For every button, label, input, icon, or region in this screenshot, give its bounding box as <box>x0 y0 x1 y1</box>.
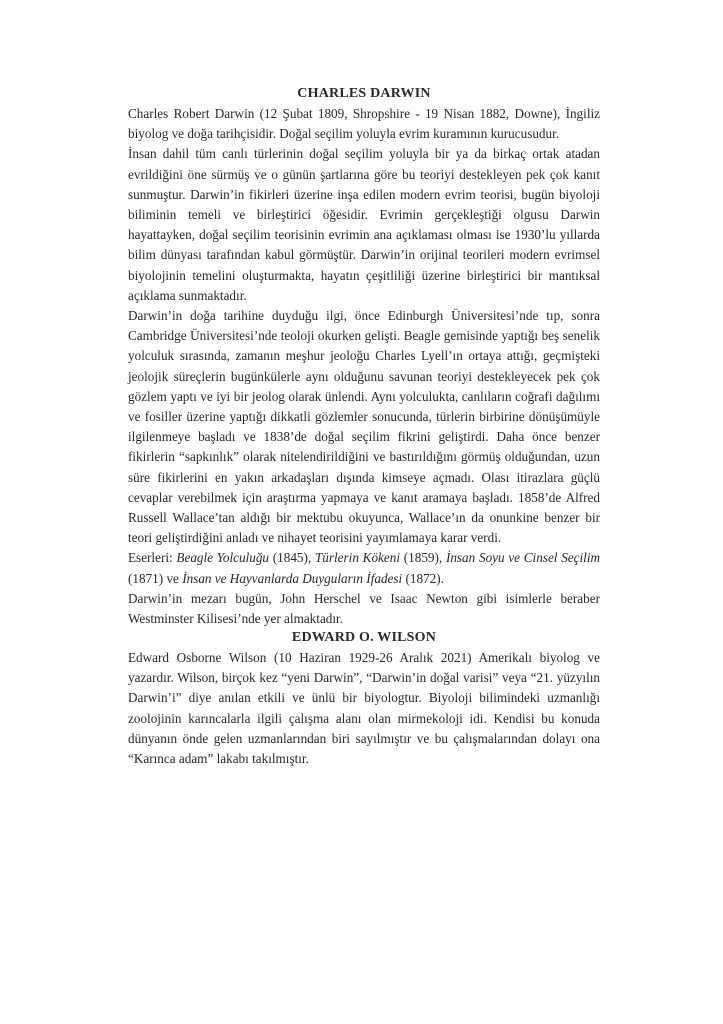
work-year-1872: (1872). <box>402 570 444 586</box>
darwin-paragraph-theory: İnsan dahil tüm canlı türlerinin doğal seçilim yoluyla bir ya da birkaç ortak atadan evrildiğini öne sürmüş ve o günün şartlarına göre bu teoriyi destekleyen pek çok kanıt sunmuştur. Darwin’in fikirleri üzerine inşa edilen modern evrim teorisi, bugün biyoloji biliminin temeli ve birleştirici öğesidir. Evrimin gerçekleştiği olgusu Darwin hayattayken, doğal seçilim teorisinin evrimin ana açıklaması olması ise 1930’lu yıllarda bilim dünyası tarafından kabul görmüştür. Darwin’in orijinal teorileri modern evrimsel biyolojinin temelini oluşturmakta, hayatın çeşitliliği üzerine birleştirici bir mantıksal açıklama sunmaktadır. <box>128 146 600 303</box>
darwin-paragraph-grave: Darwin’in mezarı bugün, John Herschel ve Isaac Newton gibi isimlerle beraber Westminster Kilisesi’nde yer almaktadır. <box>128 590 600 627</box>
darwin-paragraph-life: Darwin’in doğa tarihine duyduğu ilgi, önce Edinburgh Üniversitesi’nde tıp, sonra Cambridge Üniversitesi’nde teoloji okurken gelişti. Beagle gemisinde yaptığı beş senelik yolculuk sırasında, zamanın meşhur jeoloğu Charles Lyell’ın ortaya attığı, geçmişteki jeolojik süreçlerin bugünkülerle aynı olduğunu savunan teoriyi destekleyecek pek çok gözlem yaptı ve iyi bir jeolog olarak ünlendi. Aynı yolculukta, canlıların coğrafi dağılımı ve fosiller üzerine yaptığı dikkatli gözlemler sonucunda, türlerin birbirine dönüşümüyle ilgilenmeye başladı ve 1838’de doğal seçilim fikrini geliştirdi. Daha önce benzer fikirlerin “sapkınlık” olarak nitelendirildiğini ve bastırıldığını görmüş olduğundan, uzun süre fikirlerini en yakın arkadaşları dışında kimseye açmadı. Olası itirazlara güçlü cevaplar verebilmek için araştırma yapmaya ve kanıt aramaya başladı. 1858’de Alfred Russell Wallace’tan aldığı bir mektubu okuyunca, Wallace’ın da onunkine benzer bir teori geliştirdiğini anladı ve nihayet teorisini yayımlamaya karar verdi. <box>128 308 600 546</box>
darwin-paragraph-intro: Charles Robert Darwin (12 Şubat 1809, Shropshire - 19 Nisan 1882, Downe), İngiliz biyolog ve doğa tarihçisidir. Doğal seçilim yoluyla evrim kuramının kurucusudur. <box>128 106 600 142</box>
work-title-descent: İnsan Soyu ve Cinsel Seçilim <box>445 550 601 566</box>
wilson-heading: EDWARD O. WILSON <box>291 630 437 645</box>
darwin-paragraph-works <box>128 548 600 588</box>
work-title-expression: İnsan ve Hayvanlarda Duyguların İfadesi <box>182 570 403 586</box>
work-title-beagle: Beagle Yolculuğu <box>176 550 270 566</box>
wilson-section <box>128 628 600 769</box>
works-prefix: Eserleri: <box>128 550 177 566</box>
work-year-1859: (1859), <box>400 550 446 566</box>
wilson-paragraph: Edward Osborne Wilson (10 Haziran 1929-26 Aralık 2021) Amerikalı biyolog ve yazardır. Wilson, birçok kez “yeni Darwin”, “Darwin’in doğal varisi” veya “21. yüzyılın Darwin’i” diye anılan etkili ve ünlü bir biyologtur. Biyoloji bilimindeki uzmanlığı zoolojinin karıncalarla ilgili çalışma alanı olan mirmekoloji idi. Kendisi bu konuda dünyanın önde gelen uzmanlarından biri sayılmıştır ve bu çalışmalarından dolayı ona “Karınca adam” lakabı takılmıştır. <box>128 650 600 767</box>
darwin-section <box>128 84 600 629</box>
work-year-1845: (1845), <box>269 550 315 566</box>
work-title-origin: Türlerin Kökeni <box>314 550 401 566</box>
work-year-1871: (1871) ve <box>128 570 183 586</box>
darwin-heading: CHARLES DARWIN <box>297 86 431 101</box>
